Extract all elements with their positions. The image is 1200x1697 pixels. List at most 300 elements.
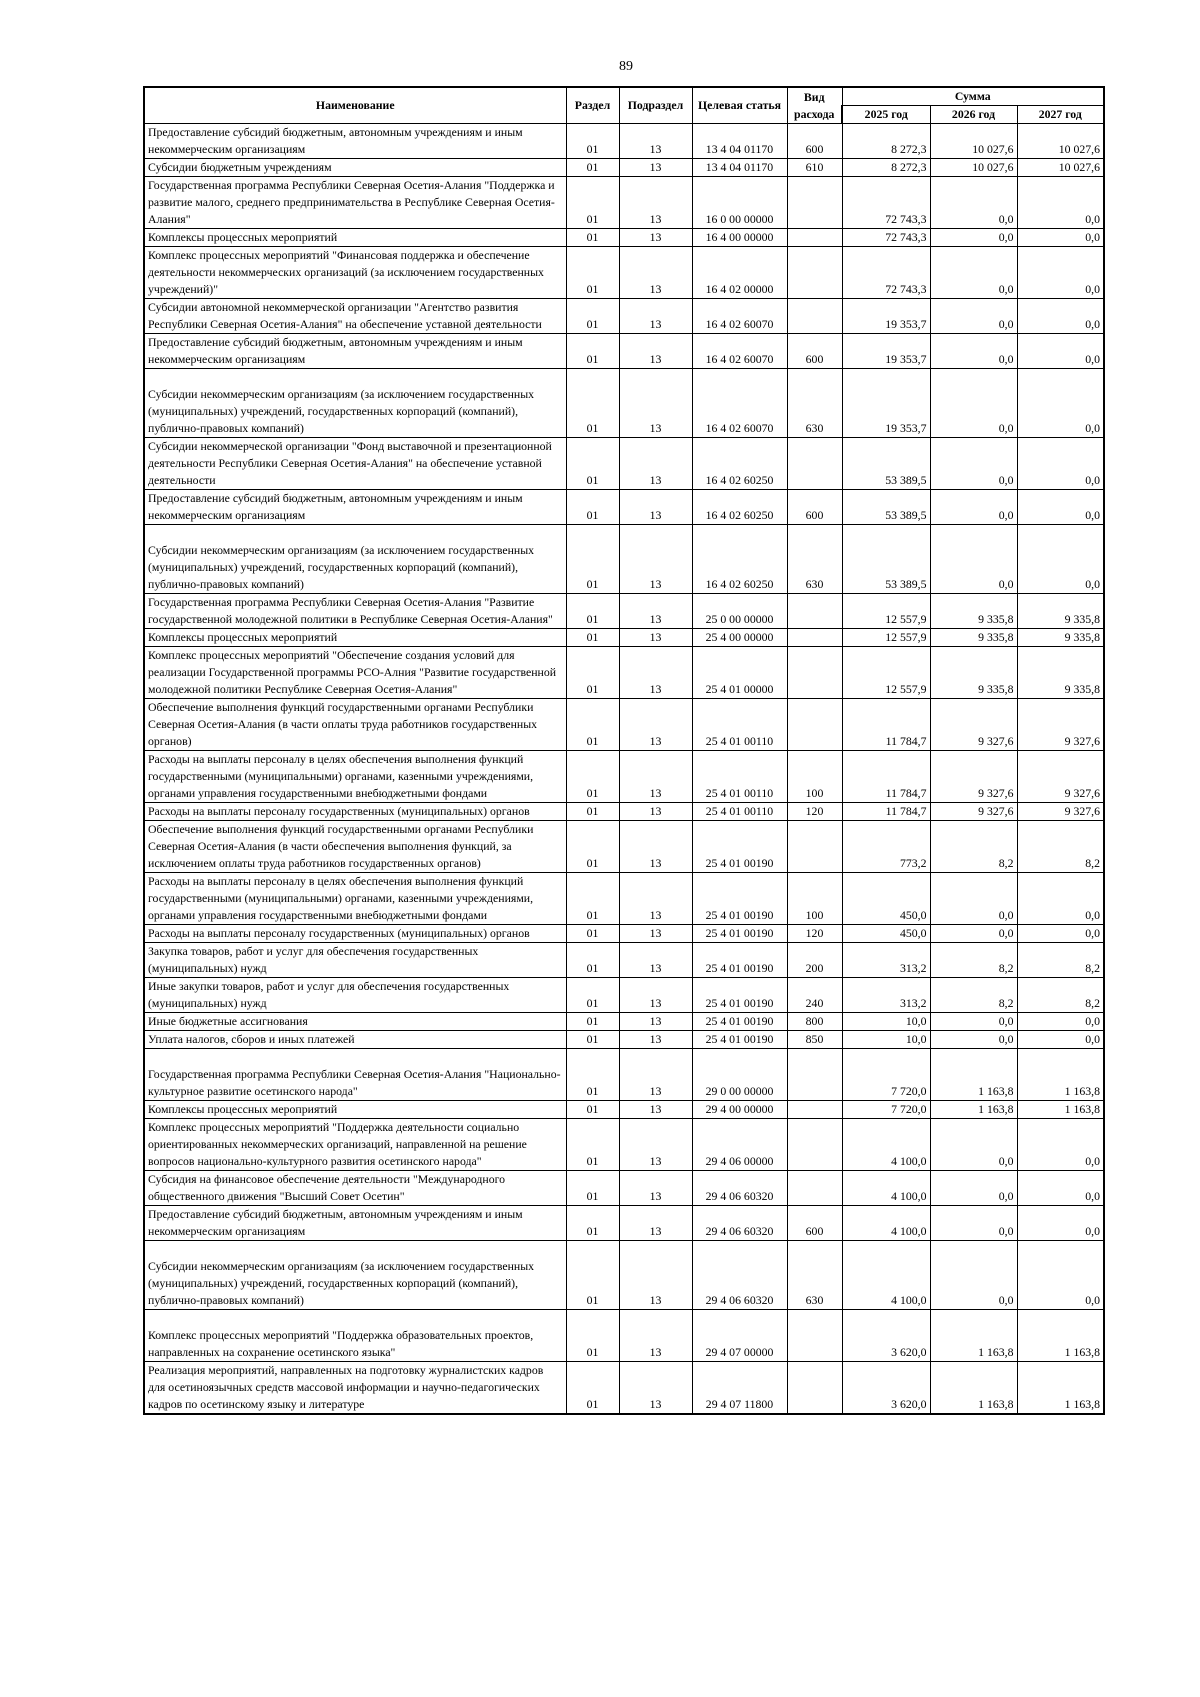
- row-target: 25 4 01 00190: [692, 978, 787, 1013]
- table-row: [144, 369, 1104, 438]
- row-target: 16 4 02 60070: [692, 334, 787, 369]
- row-sum-2027: 0,0: [1017, 1013, 1104, 1031]
- row-target: 25 4 01 00190: [692, 1013, 787, 1031]
- row-name: Комплекс процессных мероприятий "Финансовая поддержка и обеспечение деятельности некоммерческих организаций (за исключением государственных учреждений)": [144, 247, 566, 299]
- row-sum-2026: 0,0: [930, 177, 1017, 229]
- row-sum-2025: 10,0: [842, 1013, 930, 1031]
- row-name: Расходы на выплаты персоналу в целях обеспечения выполнения функций государственными (муниципальными) органами, казенными учреждениями, органами управления государственными внебюджетными фондами: [144, 751, 566, 803]
- row-sum-2027: 1 163,8: [1017, 1049, 1104, 1101]
- row-section: 01: [566, 978, 619, 1013]
- row-section: 01: [566, 821, 619, 873]
- row-subsection: 13: [619, 699, 692, 751]
- row-sum-2026: 10 027,6: [930, 159, 1017, 177]
- row-sum-2025: 450,0: [842, 925, 930, 943]
- row-sum-2027: 0,0: [1017, 229, 1104, 247]
- row-sum-2027: 8,2: [1017, 943, 1104, 978]
- budget-table: [143, 86, 1105, 1415]
- row-section: 01: [566, 1101, 619, 1119]
- row-section: 01: [566, 334, 619, 369]
- row-section: 01: [566, 1206, 619, 1241]
- row-section: 01: [566, 177, 619, 229]
- row-sum-2025: 72 743,3: [842, 247, 930, 299]
- row-type: [787, 1119, 842, 1171]
- row-target: 25 0 00 00000: [692, 594, 787, 629]
- row-section: 01: [566, 594, 619, 629]
- row-sum-2027: 9 335,8: [1017, 629, 1104, 647]
- row-section: 01: [566, 1013, 619, 1031]
- row-target: 25 4 01 00110: [692, 699, 787, 751]
- row-section: 01: [566, 629, 619, 647]
- table-row: [144, 699, 1104, 751]
- row-subsection: 13: [619, 369, 692, 438]
- row-target: 29 4 06 60320: [692, 1206, 787, 1241]
- row-target: 29 4 07 11800: [692, 1362, 787, 1415]
- row-target: 25 4 00 00000: [692, 629, 787, 647]
- row-subsection: 13: [619, 803, 692, 821]
- row-target: 13 4 04 01170: [692, 124, 787, 159]
- row-section: 01: [566, 247, 619, 299]
- table-row: [144, 124, 1104, 159]
- row-sum-2027: 8,2: [1017, 821, 1104, 873]
- row-subsection: 13: [619, 1310, 692, 1362]
- row-type: [787, 1101, 842, 1119]
- row-type: 100: [787, 873, 842, 925]
- row-sum-2025: 72 743,3: [842, 229, 930, 247]
- row-sum-2026: 1 163,8: [930, 1310, 1017, 1362]
- row-sum-2025: 19 353,7: [842, 369, 930, 438]
- row-subsection: 13: [619, 438, 692, 490]
- row-target: 25 4 01 00190: [692, 873, 787, 925]
- row-sum-2027: 9 335,8: [1017, 594, 1104, 629]
- row-section: 01: [566, 803, 619, 821]
- row-sum-2025: 4 100,0: [842, 1119, 930, 1171]
- row-subsection: 13: [619, 159, 692, 177]
- row-target: 29 4 00 00000: [692, 1101, 787, 1119]
- row-section: 01: [566, 525, 619, 594]
- row-type: [787, 229, 842, 247]
- row-subsection: 13: [619, 1171, 692, 1206]
- row-subsection: 13: [619, 1101, 692, 1119]
- table-row: [144, 1171, 1104, 1206]
- row-sum-2025: 8 272,3: [842, 124, 930, 159]
- table-row: [144, 751, 1104, 803]
- row-section: 01: [566, 1310, 619, 1362]
- row-type: 610: [787, 159, 842, 177]
- row-name: Субсидия на финансовое обеспечение деятельности "Международного общественного движения "Высший Совет Осетин": [144, 1171, 566, 1206]
- row-name: Субсидии бюджетным учреждениям: [144, 159, 566, 177]
- table-row: [144, 1206, 1104, 1241]
- row-target: 29 4 07 00000: [692, 1310, 787, 1362]
- table-row: [144, 1119, 1104, 1171]
- row-subsection: 13: [619, 124, 692, 159]
- row-sum-2026: 9 327,6: [930, 803, 1017, 821]
- row-sum-2026: 0,0: [930, 1171, 1017, 1206]
- row-section: 01: [566, 1049, 619, 1101]
- row-sum-2025: 53 389,5: [842, 525, 930, 594]
- row-type: 630: [787, 525, 842, 594]
- row-section: 01: [566, 647, 619, 699]
- row-type: [787, 299, 842, 334]
- row-section: 01: [566, 124, 619, 159]
- row-target: 29 4 06 00000: [692, 1119, 787, 1171]
- table-row: [144, 1013, 1104, 1031]
- row-sum-2026: 0,0: [930, 873, 1017, 925]
- row-sum-2026: 9 335,8: [930, 647, 1017, 699]
- row-target: 16 4 02 60070: [692, 369, 787, 438]
- row-sum-2026: 8,2: [930, 821, 1017, 873]
- row-sum-2025: 53 389,5: [842, 438, 930, 490]
- row-target: 25 4 01 00190: [692, 943, 787, 978]
- row-type: 200: [787, 943, 842, 978]
- header-2027: 2027 год: [1017, 106, 1104, 124]
- row-sum-2025: 53 389,5: [842, 490, 930, 525]
- row-sum-2027: 0,0: [1017, 490, 1104, 525]
- row-sum-2027: 0,0: [1017, 177, 1104, 229]
- row-subsection: 13: [619, 299, 692, 334]
- row-name: Иные бюджетные ассигнования: [144, 1013, 566, 1031]
- row-subsection: 13: [619, 177, 692, 229]
- row-sum-2027: 0,0: [1017, 438, 1104, 490]
- row-subsection: 13: [619, 334, 692, 369]
- row-name: Государственная программа Республики Северная Осетия-Алания "Национально-культурное развитие осетинского народа": [144, 1049, 566, 1101]
- row-target: 25 4 01 00110: [692, 803, 787, 821]
- row-sum-2027: 10 027,6: [1017, 124, 1104, 159]
- row-subsection: 13: [619, 1206, 692, 1241]
- row-type: 600: [787, 490, 842, 525]
- row-sum-2026: 0,0: [930, 247, 1017, 299]
- header-2025: 2025 год: [842, 106, 930, 124]
- row-sum-2025: 11 784,7: [842, 699, 930, 751]
- table-row: [144, 159, 1104, 177]
- row-target: 25 4 01 00190: [692, 925, 787, 943]
- row-subsection: 13: [619, 490, 692, 525]
- header-subsection: Подраздел: [619, 87, 692, 124]
- table-row: [144, 299, 1104, 334]
- row-sum-2027: 0,0: [1017, 873, 1104, 925]
- row-sum-2027: 1 163,8: [1017, 1101, 1104, 1119]
- row-name: Реализация мероприятий, направленных на подготовку журналистских кадров для осетиноязычных средств массовой информации и научно-педагогических кадров по осетинскому языку и литературе: [144, 1362, 566, 1415]
- row-section: 01: [566, 1119, 619, 1171]
- row-name: Комплекс процессных мероприятий "Обеспечение создания условий для реализации Государственной программы РСО-Алния "Развитие государственной молодежной политики Республике Северная Осетия-Алания": [144, 647, 566, 699]
- row-target: 16 4 02 60250: [692, 438, 787, 490]
- row-sum-2026: 0,0: [930, 369, 1017, 438]
- row-name: Комплекс процессных мероприятий "Поддержка деятельности социально ориентированных некоммерческих организаций, направленной на решение вопросов национально-культурного развития осетинского народа": [144, 1119, 566, 1171]
- row-sum-2027: 1 163,8: [1017, 1362, 1104, 1415]
- row-sum-2026: 0,0: [930, 1206, 1017, 1241]
- row-name: Комплекс процессных мероприятий "Поддержка образовательных проектов, направленных на сохранение осетинского языка": [144, 1310, 566, 1362]
- row-sum-2027: 0,0: [1017, 1171, 1104, 1206]
- table-row: [144, 525, 1104, 594]
- row-subsection: 13: [619, 525, 692, 594]
- row-sum-2027: 0,0: [1017, 369, 1104, 438]
- row-sum-2025: 4 100,0: [842, 1171, 930, 1206]
- row-sum-2025: 450,0: [842, 873, 930, 925]
- row-sum-2026: 0,0: [930, 1119, 1017, 1171]
- row-sum-2026: 0,0: [930, 299, 1017, 334]
- table-row: [144, 1049, 1104, 1101]
- row-name: Предоставление субсидий бюджетным, автономным учреждениям и иным некоммерческим организациям: [144, 334, 566, 369]
- row-name: Расходы на выплаты персоналу государственных (муниципальных) органов: [144, 925, 566, 943]
- table-row: [144, 647, 1104, 699]
- row-sum-2025: 3 620,0: [842, 1310, 930, 1362]
- row-sum-2027: 9 335,8: [1017, 647, 1104, 699]
- row-section: 01: [566, 699, 619, 751]
- row-target: 16 4 02 60070: [692, 299, 787, 334]
- table-row: [144, 1310, 1104, 1362]
- row-type: 600: [787, 334, 842, 369]
- row-subsection: 13: [619, 647, 692, 699]
- row-sum-2027: 10 027,6: [1017, 159, 1104, 177]
- row-subsection: 13: [619, 629, 692, 647]
- row-type: [787, 247, 842, 299]
- row-sum-2025: 19 353,7: [842, 299, 930, 334]
- row-section: 01: [566, 1171, 619, 1206]
- row-type: 120: [787, 925, 842, 943]
- row-section: 01: [566, 438, 619, 490]
- row-subsection: 13: [619, 1362, 692, 1415]
- row-type: 630: [787, 1241, 842, 1310]
- row-name: Субсидии автономной некоммерческой организации "Агентство развития Республики Северная Осетия-Алания" на обеспечение уставной деятельности: [144, 299, 566, 334]
- row-sum-2025: 313,2: [842, 943, 930, 978]
- row-target: 13 4 04 01170: [692, 159, 787, 177]
- row-name: Расходы на выплаты персоналу в целях обеспечения выполнения функций государственными (муниципальными) органами, казенными учреждениями, органами управления государственными внебюджетными фондами: [144, 873, 566, 925]
- row-subsection: 13: [619, 229, 692, 247]
- row-sum-2027: 9 327,6: [1017, 803, 1104, 821]
- row-sum-2025: 12 557,9: [842, 647, 930, 699]
- row-name: Субсидии некоммерческой организации "Фонд выставочной и презентационной деятельности Республики Северная Осетия-Алания" на обеспечение уставной деятельности: [144, 438, 566, 490]
- row-section: 01: [566, 1241, 619, 1310]
- table-row: [144, 978, 1104, 1013]
- row-sum-2026: 9 327,6: [930, 699, 1017, 751]
- row-sum-2026: 0,0: [930, 925, 1017, 943]
- row-sum-2025: 11 784,7: [842, 751, 930, 803]
- table-header: [144, 87, 1104, 124]
- row-sum-2027: 8,2: [1017, 978, 1104, 1013]
- row-subsection: 13: [619, 247, 692, 299]
- row-section: 01: [566, 229, 619, 247]
- row-type: [787, 1362, 842, 1415]
- row-type: 100: [787, 751, 842, 803]
- row-section: 01: [566, 1362, 619, 1415]
- row-type: 630: [787, 369, 842, 438]
- row-sum-2027: 9 327,6: [1017, 751, 1104, 803]
- row-target: 25 4 01 00190: [692, 1031, 787, 1049]
- row-target: 25 4 01 00000: [692, 647, 787, 699]
- row-sum-2027: 0,0: [1017, 925, 1104, 943]
- row-sum-2025: 12 557,9: [842, 629, 930, 647]
- row-sum-2026: 1 163,8: [930, 1049, 1017, 1101]
- row-name: Обеспечение выполнения функций государственными органами Республики Северная Осетия-Алания (в части обеспечения выполнения функций, за исключением оплаты труда работников государственных органов): [144, 821, 566, 873]
- table-row: [144, 334, 1104, 369]
- row-sum-2026: 0,0: [930, 490, 1017, 525]
- row-type: 120: [787, 803, 842, 821]
- row-name: Комплексы процессных мероприятий: [144, 1101, 566, 1119]
- row-sum-2027: 0,0: [1017, 1119, 1104, 1171]
- row-name: Расходы на выплаты персоналу государственных (муниципальных) органов: [144, 803, 566, 821]
- row-type: 240: [787, 978, 842, 1013]
- row-target: 25 4 01 00110: [692, 751, 787, 803]
- page-number: 89: [619, 59, 633, 74]
- row-sum-2027: 9 327,6: [1017, 699, 1104, 751]
- row-sum-2027: 0,0: [1017, 334, 1104, 369]
- table-row: [144, 943, 1104, 978]
- row-type: [787, 1049, 842, 1101]
- row-sum-2026: 8,2: [930, 978, 1017, 1013]
- table-row: [144, 438, 1104, 490]
- row-section: 01: [566, 159, 619, 177]
- row-sum-2027: 0,0: [1017, 1206, 1104, 1241]
- row-section: 01: [566, 925, 619, 943]
- row-sum-2025: 4 100,0: [842, 1206, 930, 1241]
- row-subsection: 13: [619, 978, 692, 1013]
- row-section: 01: [566, 490, 619, 525]
- header-2026: 2026 год: [930, 106, 1017, 124]
- row-name: Комплексы процессных мероприятий: [144, 629, 566, 647]
- table-row: [144, 925, 1104, 943]
- row-sum-2027: 0,0: [1017, 1241, 1104, 1310]
- row-target: 16 0 00 00000: [692, 177, 787, 229]
- table-row: [144, 229, 1104, 247]
- table-row: [144, 629, 1104, 647]
- table-row: [144, 873, 1104, 925]
- row-target: 25 4 01 00190: [692, 821, 787, 873]
- row-subsection: 13: [619, 925, 692, 943]
- header-sum: Сумма: [842, 87, 1104, 106]
- row-sum-2025: 72 743,3: [842, 177, 930, 229]
- row-sum-2026: 9 327,6: [930, 751, 1017, 803]
- row-sum-2025: 10,0: [842, 1031, 930, 1049]
- row-target: 16 4 02 60250: [692, 525, 787, 594]
- row-target: 16 4 02 60250: [692, 490, 787, 525]
- header-type: Вид расхода: [787, 87, 842, 124]
- row-target: 16 4 02 00000: [692, 247, 787, 299]
- table-row: [144, 803, 1104, 821]
- row-subsection: 13: [619, 1241, 692, 1310]
- table-row: [144, 1101, 1104, 1119]
- row-sum-2025: 4 100,0: [842, 1241, 930, 1310]
- row-name: Предоставление субсидий бюджетным, автономным учреждениям и иным некоммерческим организациям: [144, 490, 566, 525]
- row-name: Государственная программа Республики Северная Осетия-Алания "Развитие государственной молодежной политики в Республике Северная Осетия-Алания": [144, 594, 566, 629]
- row-sum-2025: 12 557,9: [842, 594, 930, 629]
- row-sum-2025: 773,2: [842, 821, 930, 873]
- row-name: Предоставление субсидий бюджетным, автономным учреждениям и иным некоммерческим организациям: [144, 124, 566, 159]
- header-name: Наименование: [144, 87, 566, 124]
- row-subsection: 13: [619, 873, 692, 925]
- table-row: [144, 1241, 1104, 1310]
- table-row: [144, 821, 1104, 873]
- row-type: 850: [787, 1031, 842, 1049]
- row-type: [787, 438, 842, 490]
- row-type: [787, 699, 842, 751]
- row-sum-2026: 0,0: [930, 334, 1017, 369]
- table-row: [144, 1031, 1104, 1049]
- row-type: [787, 594, 842, 629]
- row-sum-2027: 0,0: [1017, 247, 1104, 299]
- table-row: [144, 247, 1104, 299]
- row-sum-2026: 8,2: [930, 943, 1017, 978]
- row-section: 01: [566, 299, 619, 334]
- row-sum-2026: 9 335,8: [930, 594, 1017, 629]
- row-type: 800: [787, 1013, 842, 1031]
- row-sum-2026: 0,0: [930, 1013, 1017, 1031]
- row-subsection: 13: [619, 1049, 692, 1101]
- row-section: 01: [566, 943, 619, 978]
- table-row: [144, 594, 1104, 629]
- row-type: [787, 647, 842, 699]
- row-name: Комплексы процессных мероприятий: [144, 229, 566, 247]
- row-name: Иные закупки товаров, работ и услуг для обеспечения государственных (муниципальных) нужд: [144, 978, 566, 1013]
- row-sum-2027: 0,0: [1017, 1031, 1104, 1049]
- header-section: Раздел: [566, 87, 619, 124]
- row-type: [787, 177, 842, 229]
- table-row: [144, 490, 1104, 525]
- row-type: 600: [787, 124, 842, 159]
- row-sum-2025: 19 353,7: [842, 334, 930, 369]
- row-type: [787, 1171, 842, 1206]
- row-type: [787, 1310, 842, 1362]
- row-sum-2025: 7 720,0: [842, 1049, 930, 1101]
- row-sum-2025: 7 720,0: [842, 1101, 930, 1119]
- row-target: 16 4 00 00000: [692, 229, 787, 247]
- row-sum-2025: 11 784,7: [842, 803, 930, 821]
- table-row: [144, 177, 1104, 229]
- row-section: 01: [566, 751, 619, 803]
- row-sum-2025: 313,2: [842, 978, 930, 1013]
- row-sum-2026: 0,0: [930, 1241, 1017, 1310]
- row-name: Субсидии некоммерческим организациям (за исключением государственных (муниципальных) учреждений, государственных корпораций (компаний), публично-правовых компаний): [144, 1241, 566, 1310]
- row-sum-2026: 1 163,8: [930, 1362, 1017, 1415]
- row-sum-2026: 0,0: [930, 438, 1017, 490]
- table-body: [144, 124, 1104, 1415]
- row-sum-2026: 0,0: [930, 1031, 1017, 1049]
- row-section: 01: [566, 873, 619, 925]
- row-target: 29 4 06 60320: [692, 1171, 787, 1206]
- row-section: 01: [566, 369, 619, 438]
- row-name: Государственная программа Республики Северная Осетия-Алания "Поддержка и развитие малого, среднего предпринимательства в Республике Северная Осетия-Алания": [144, 177, 566, 229]
- row-sum-2026: 1 163,8: [930, 1101, 1017, 1119]
- row-type: [787, 821, 842, 873]
- row-subsection: 13: [619, 1119, 692, 1171]
- row-section: 01: [566, 1031, 619, 1049]
- row-sum-2027: 1 163,8: [1017, 1310, 1104, 1362]
- row-sum-2026: 0,0: [930, 525, 1017, 594]
- row-type: [787, 629, 842, 647]
- row-sum-2025: 8 272,3: [842, 159, 930, 177]
- table-row: [144, 1362, 1104, 1415]
- row-target: 29 4 06 60320: [692, 1241, 787, 1310]
- row-name: Субсидии некоммерческим организациям (за исключением государственных (муниципальных) учреждений, государственных корпораций (компаний), публично-правовых компаний): [144, 369, 566, 438]
- row-subsection: 13: [619, 821, 692, 873]
- row-subsection: 13: [619, 1013, 692, 1031]
- row-name: Закупка товаров, работ и услуг для обеспечения государственных (муниципальных) нужд: [144, 943, 566, 978]
- row-name: Предоставление субсидий бюджетным, автономным учреждениям и иным некоммерческим организациям: [144, 1206, 566, 1241]
- row-sum-2025: 3 620,0: [842, 1362, 930, 1415]
- row-sum-2027: 0,0: [1017, 525, 1104, 594]
- row-sum-2026: 9 335,8: [930, 629, 1017, 647]
- row-sum-2027: 0,0: [1017, 299, 1104, 334]
- row-name: Обеспечение выполнения функций государственными органами Республики Северная Осетия-Алания (в части оплаты труда работников государственных органов): [144, 699, 566, 751]
- row-subsection: 13: [619, 1031, 692, 1049]
- row-type: 600: [787, 1206, 842, 1241]
- row-subsection: 13: [619, 751, 692, 803]
- row-subsection: 13: [619, 594, 692, 629]
- row-name: Субсидии некоммерческим организациям (за исключением государственных (муниципальных) учреждений, государственных корпораций (компаний), публично-правовых компаний): [144, 525, 566, 594]
- header-target: Целевая статья: [692, 87, 787, 124]
- row-target: 29 0 00 00000: [692, 1049, 787, 1101]
- row-sum-2026: 0,0: [930, 229, 1017, 247]
- row-name: Уплата налогов, сборов и иных платежей: [144, 1031, 566, 1049]
- row-sum-2026: 10 027,6: [930, 124, 1017, 159]
